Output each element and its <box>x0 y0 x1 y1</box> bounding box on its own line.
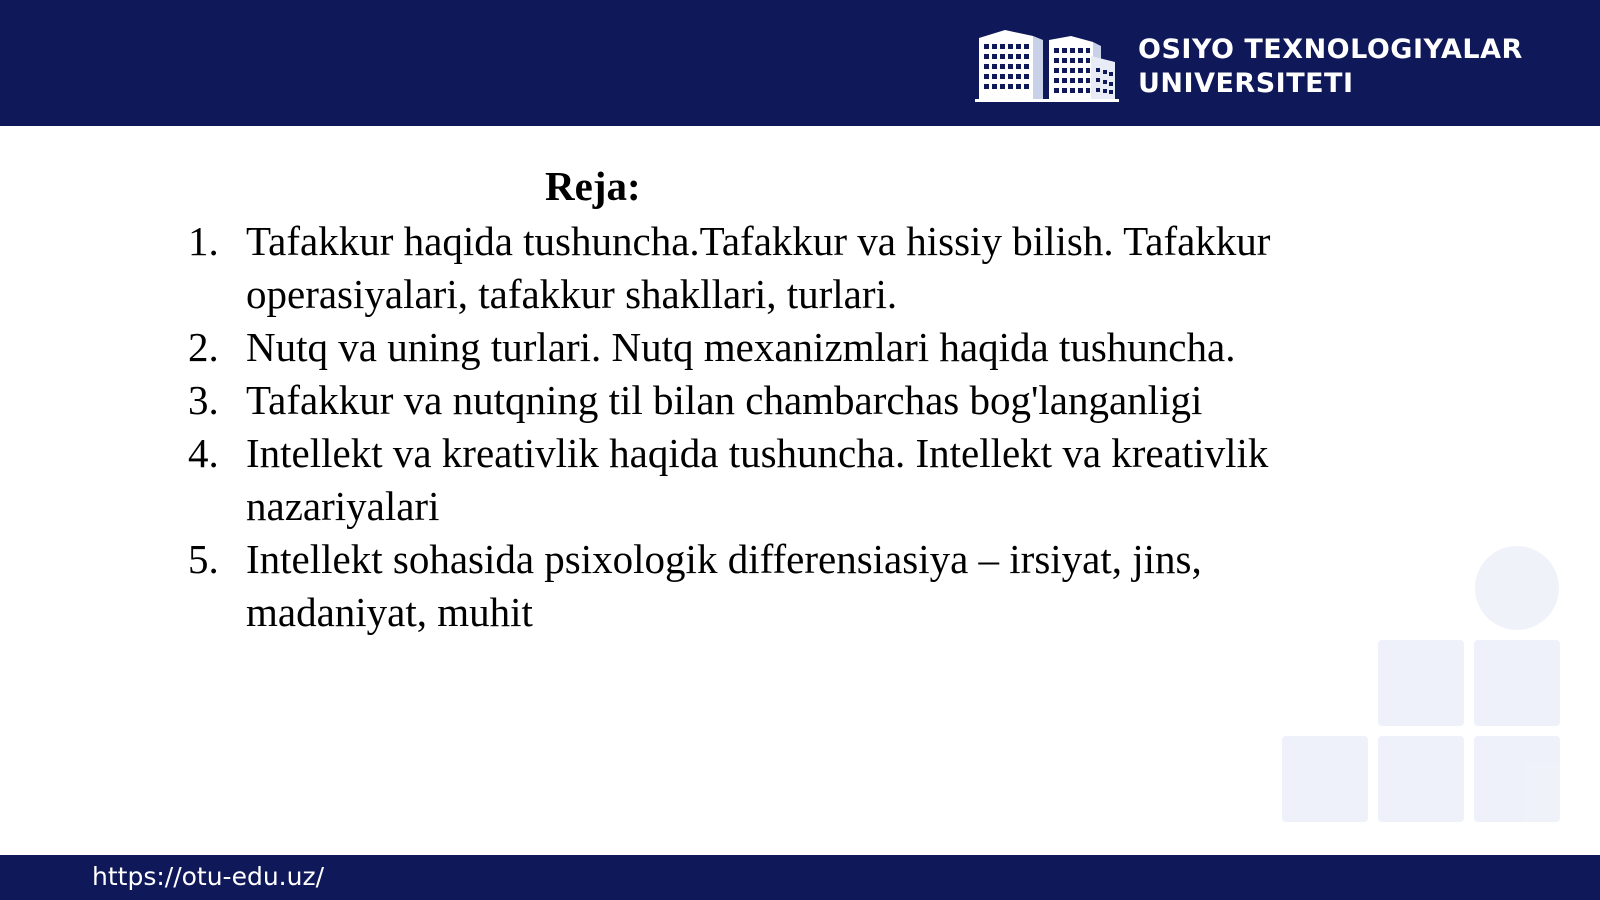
plan-item-text: Tafakkur va nutqning til bilan chambarchas bog'langanligi <box>246 377 1203 423</box>
plan-item <box>188 215 1388 321</box>
footer-bar <box>0 855 1600 900</box>
university-building-icon <box>975 26 1121 104</box>
plan-item <box>188 374 1388 427</box>
plan-item-number: 5. <box>188 536 219 582</box>
plan-item-number: 4. <box>188 430 219 476</box>
university-name-line1: OSIYO TEXNOLOGIYALAR <box>1138 34 1523 65</box>
university-name-line2: UNIVERSITETI <box>1138 68 1354 99</box>
plan-item <box>188 427 1388 533</box>
university-name <box>1138 33 1523 101</box>
plan-item <box>188 321 1388 374</box>
plan-list <box>188 215 1388 639</box>
footer-url-link[interactable]: https://otu-edu.uz/ <box>92 862 325 891</box>
plan-item-number: 3. <box>188 377 219 423</box>
header-bar <box>0 0 1600 126</box>
plan-item-text: Intellekt va kreativlik haqida tushuncha. Intellekt va kreativlik nazariyalari <box>246 430 1269 529</box>
plan-title: Reja: <box>545 163 641 209</box>
plan-item-text: Intellekt sohasida psixologik differensiasiya – irsiyat, jins, madaniyat, muhit <box>246 536 1202 635</box>
plan-item-number: 1. <box>188 218 219 264</box>
plan-item-text: Nutq va uning turlari. Nutq mexanizmlari haqida tushuncha. <box>246 324 1236 370</box>
plan-item <box>188 533 1388 639</box>
plan-item-text: Tafakkur haqida tushuncha.Tafakkur va hissiy bilish. Tafakkur operasiyalari, tafakkur shakllari, turlari. <box>246 218 1271 317</box>
plan-item-number: 2. <box>188 324 219 370</box>
